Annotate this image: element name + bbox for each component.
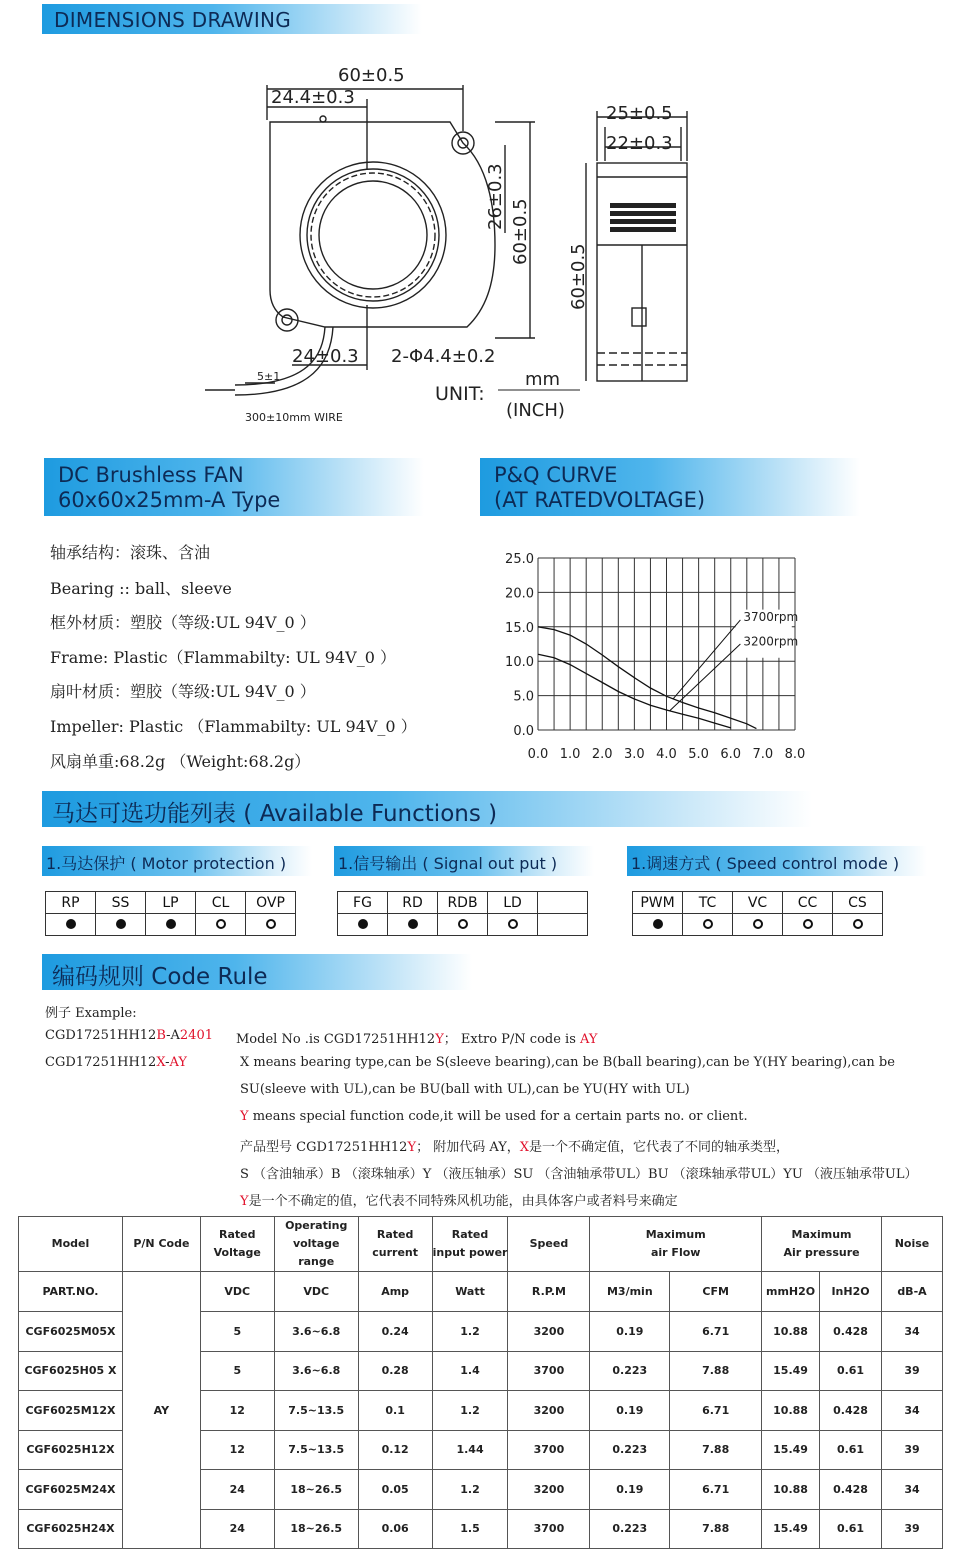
header-operating-range xyxy=(274,1217,358,1272)
func-code-vc: VC xyxy=(733,892,783,914)
x-meaning-line-1: X means bearing type,can be S(sleeve bearing),can be B(ball bearing),can be Y(HY bearing),can be xyxy=(240,1055,895,1070)
cn-special-text: 是一个不确定的值，它代表不同特殊风机功能，由具体客户或者料号来确定 xyxy=(248,1194,678,1209)
x-tick-label: 8.0 xyxy=(784,747,806,762)
filled-dot-icon xyxy=(166,919,176,929)
header-rated-power xyxy=(432,1217,508,1272)
unit-cell: Watt xyxy=(432,1272,508,1312)
table-cell: 0.19 xyxy=(590,1470,670,1510)
dimensions-title: DIMENSIONS DRAWING xyxy=(54,8,292,32)
table-cell: 0.05 xyxy=(358,1470,432,1510)
table-cell: 0.24 xyxy=(358,1312,432,1352)
y-tick-label: 0.0 xyxy=(513,724,534,739)
x-tick-label: 3.0 xyxy=(624,747,645,762)
dim-inner-height-label: 26±0.3 xyxy=(485,163,506,230)
cn-special-symbol: Y xyxy=(240,1194,249,1209)
spec-weight: 风扇单重:68.2g （Weight:68.2g） xyxy=(50,752,311,771)
table-cell: 10.88 xyxy=(762,1312,820,1352)
table-cell: 7.88 xyxy=(670,1509,762,1549)
table-cell: 1.4 xyxy=(432,1351,508,1391)
dim-offset-top-label: 24.4±0.3 xyxy=(271,87,355,108)
table-cell: CGF6025M05X xyxy=(19,1312,123,1352)
model-line-y: Y xyxy=(435,1032,444,1047)
filled-dot-icon xyxy=(358,919,368,929)
header-rated-current xyxy=(358,1217,432,1272)
cn-line-x: X xyxy=(519,1140,530,1155)
table-cell: 0.223 xyxy=(590,1351,670,1391)
func-empty-cell xyxy=(538,892,588,914)
table-cell: 3700 xyxy=(508,1509,590,1549)
spec-impeller-cn: 扇叶材质：塑胶（等级:UL 94V_0 ） xyxy=(50,682,316,701)
table-cell: 0.223 xyxy=(590,1430,670,1470)
example-1-suffix: 2401 xyxy=(179,1028,213,1043)
code-rule-banner xyxy=(42,954,472,990)
header-rated-current-l1: Rated xyxy=(376,1228,414,1241)
side-inner-label: 22±0.3 xyxy=(606,133,673,154)
header-model: Model xyxy=(19,1217,123,1272)
dim-offset-bottom-label: 24±0.3 xyxy=(292,346,359,367)
y-tick-label: 20.0 xyxy=(505,586,534,602)
table-cell: 34 xyxy=(881,1312,942,1352)
table-cell: 1.2 xyxy=(432,1391,508,1431)
model-number-line xyxy=(236,1028,597,1047)
header-noise: Noise xyxy=(881,1217,942,1272)
open-dot-icon xyxy=(216,919,226,929)
unit-cell: R.P.M xyxy=(508,1272,590,1312)
table-cell: 0.428 xyxy=(820,1391,882,1431)
pq-banner xyxy=(480,458,860,516)
table-cell: 0.1 xyxy=(358,1391,432,1431)
series-label: 3200rpm xyxy=(743,634,799,649)
side-depth-label: 25±0.5 xyxy=(606,103,673,124)
table-cell: 0.06 xyxy=(358,1509,432,1549)
header-rated-voltage-l1: Rated xyxy=(219,1228,256,1241)
example-1-bearing: B xyxy=(156,1028,167,1043)
x-tick-label: 6.0 xyxy=(720,747,742,762)
table-cell: 34 xyxy=(881,1470,942,1510)
table-cell: 1.2 xyxy=(432,1470,508,1510)
table-cell: 15.49 xyxy=(762,1351,820,1391)
product-title-line1: DC Brushless FAN xyxy=(58,463,244,487)
signal-output-table xyxy=(337,891,588,936)
func-code-ss: SS xyxy=(96,892,146,914)
table-cell: 39 xyxy=(881,1509,942,1549)
dim-wire-label: 300±10mm WIRE xyxy=(245,411,343,424)
func-code-cs: CS xyxy=(833,892,883,914)
model-line-base: Model No .is CGD17251HH12 xyxy=(236,1032,436,1047)
table-cell: 0.428 xyxy=(820,1470,882,1510)
cn-line-mid: ； 附加代码 AY， xyxy=(416,1140,520,1155)
spec-frame-en: Frame: Plastic（Flammabilty: UL 94V_0 ） xyxy=(50,648,396,667)
table-cell: 39 xyxy=(881,1351,942,1391)
cn-line-y: Y xyxy=(407,1140,417,1155)
table-cell: 1.5 xyxy=(432,1509,508,1549)
product-banner xyxy=(44,458,424,516)
spec-bearing-cn: 轴承结构：滚珠、含油 xyxy=(50,543,211,562)
motor-protection-banner xyxy=(42,846,312,876)
speed-control-table xyxy=(632,891,883,936)
unit-mm: mm xyxy=(525,369,561,390)
table-cell: 1.2 xyxy=(432,1312,508,1352)
spec-table xyxy=(18,1216,943,1549)
code-rule-title: 编码规则 Code Rule xyxy=(52,964,268,990)
cn-special-function-line xyxy=(240,1190,678,1209)
example-1-base: CGD17251HH12 xyxy=(45,1028,157,1043)
unit-part-no: PART.NO. xyxy=(19,1272,123,1312)
table-cell: 18~26.5 xyxy=(274,1470,358,1510)
table-cell: 24 xyxy=(200,1509,274,1549)
header-rated-power-l1: Rated xyxy=(451,1228,489,1241)
y-meaning-text: means special function code,it will be used for a certain parts no. or client. xyxy=(248,1109,748,1124)
func-code-cl: CL xyxy=(196,892,246,914)
table-cell: 0.19 xyxy=(590,1391,670,1431)
dimensions-banner xyxy=(42,4,422,34)
table-cell: 15.49 xyxy=(762,1430,820,1470)
table-cell: 5 xyxy=(200,1351,274,1391)
table-header-row xyxy=(19,1217,943,1272)
table-cell: 3200 xyxy=(508,1312,590,1352)
motor-protection-title: 1.马达保护 ( Motor protection ) xyxy=(46,854,287,873)
unit-cell: CFM xyxy=(670,1272,762,1312)
header-speed: Speed xyxy=(508,1217,590,1272)
table-cell: CGF6025M24X xyxy=(19,1470,123,1510)
pq-title-line1: P&Q CURVE xyxy=(494,463,618,487)
open-dot-icon xyxy=(458,919,468,929)
side-height-label: 60±0.5 xyxy=(568,243,589,310)
table-cell: 15.49 xyxy=(762,1509,820,1549)
pq-chart xyxy=(490,545,820,770)
unit-cell: mmH2O xyxy=(762,1272,820,1312)
table-cell: 6.71 xyxy=(670,1391,762,1431)
header-air-pressure-l1: Maximum xyxy=(791,1228,852,1241)
table-cell: 7.5~13.5 xyxy=(274,1430,358,1470)
unit-cell: VDC xyxy=(274,1272,358,1312)
header-air-pressure-l2: Air pressure xyxy=(783,1246,860,1259)
table-cell: 0.12 xyxy=(358,1430,432,1470)
cn-bearing-types-line: S （含油轴承）B （滚珠轴承）Y （液压轴承）SU （含油轴承带UL）BU （滚珠轴承带UL）YU （液压轴承带UL） xyxy=(240,1167,918,1182)
open-dot-icon xyxy=(703,919,713,929)
header-rated-voltage-l2: Voltage xyxy=(213,1246,261,1259)
dim-height-label: 60±0.5 xyxy=(510,198,531,265)
func-empty-cell xyxy=(538,914,588,936)
side-view-drawing xyxy=(560,95,700,395)
x-tick-label: 4.0 xyxy=(656,747,677,762)
example-1-sep: -A xyxy=(166,1028,180,1043)
header-rated-current-l2: current xyxy=(372,1246,419,1259)
cn-line-end: 是一个不确定值，它代表了不同的轴承类型， xyxy=(529,1140,790,1155)
table-cell: 3700 xyxy=(508,1351,590,1391)
header-rated-voltage xyxy=(200,1217,274,1272)
unit-cell: InH2O xyxy=(820,1272,882,1312)
header-operating-range-l1: Operating xyxy=(285,1219,348,1232)
example-2-suffix: AY xyxy=(169,1055,187,1070)
open-dot-icon xyxy=(266,919,276,929)
x-tick-label: 5.0 xyxy=(688,747,709,762)
header-air-pressure xyxy=(762,1217,882,1272)
spec-frame-cn: 框外材质：塑胶（等级:UL 94V_0 ） xyxy=(50,613,316,632)
x-meaning-line-2: SU(sleeve with UL),can be BU(ball with UL),can be YU(HY with UL) xyxy=(240,1082,690,1097)
series-line-3700rpm xyxy=(538,627,756,729)
filled-dot-icon xyxy=(653,919,663,929)
y-tick-label: 25.0 xyxy=(505,552,534,567)
header-rated-power-l2: input power xyxy=(432,1246,508,1259)
y-tick-label: 10.0 xyxy=(505,655,534,671)
unit-cell: dB-A xyxy=(881,1272,942,1312)
func-code-rd: RD xyxy=(388,892,438,914)
signal-output-banner xyxy=(334,846,594,876)
unit-cell: M3/min xyxy=(590,1272,670,1312)
table-cell: 1.44 xyxy=(432,1430,508,1470)
table-cell: 3700 xyxy=(508,1430,590,1470)
func-code-ld: LD xyxy=(488,892,538,914)
header-pn-code: P/N Code xyxy=(122,1217,200,1272)
header-air-flow-l2: air Flow xyxy=(650,1246,701,1259)
table-cell: 12 xyxy=(200,1430,274,1470)
dim-holes-label: 2-Φ4.4±0.2 xyxy=(391,346,496,367)
table-cell: 7.88 xyxy=(670,1430,762,1470)
series-label: 3700rpm xyxy=(743,610,799,625)
table-cell: 3.6~6.8 xyxy=(274,1312,358,1352)
table-cell: 0.428 xyxy=(820,1312,882,1352)
pn-code-cell: AY xyxy=(122,1272,200,1549)
table-cell: 24 xyxy=(200,1470,274,1510)
open-dot-icon xyxy=(853,919,863,929)
table-cell: 34 xyxy=(881,1391,942,1431)
filled-dot-icon xyxy=(408,919,418,929)
table-cell: 0.19 xyxy=(590,1312,670,1352)
unit-inch: (INCH) xyxy=(506,400,565,421)
spec-impeller-en: Impeller: Plastic （Flammabilty: UL 94V_0 ） xyxy=(50,717,417,736)
open-dot-icon xyxy=(753,919,763,929)
motor-protection-table xyxy=(45,891,296,936)
functions-title: 马达可选功能列表 ( Available Functions ) xyxy=(52,801,498,827)
func-code-pwm: PWM xyxy=(633,892,683,914)
y-meaning-symbol: Y xyxy=(240,1109,249,1124)
signal-output-title: 1.信号输出 ( Signal out put ) xyxy=(338,854,558,873)
table-cell: 3200 xyxy=(508,1470,590,1510)
filled-dot-icon xyxy=(66,919,76,929)
product-title-line2: 60x60x25mm-A Type xyxy=(58,488,281,512)
table-cell: 7.88 xyxy=(670,1351,762,1391)
filled-dot-icon xyxy=(116,919,126,929)
open-dot-icon xyxy=(508,919,518,929)
dimensions-drawing xyxy=(195,55,615,430)
func-code-fg: FG xyxy=(338,892,388,914)
table-cell: CGF6025M12X xyxy=(19,1391,123,1431)
example-2-bearing: X xyxy=(156,1055,166,1070)
open-dot-icon xyxy=(803,919,813,929)
unit-cell: Amp xyxy=(358,1272,432,1312)
table-cell: CGF6025H24X xyxy=(19,1509,123,1549)
example-2-sep: - xyxy=(165,1055,170,1070)
x-tick-label: 0.0 xyxy=(527,747,549,762)
y-tick-label: 5.0 xyxy=(513,689,534,705)
table-cell: 0.61 xyxy=(820,1351,882,1391)
unit-cell: VDC xyxy=(200,1272,274,1312)
table-cell: 0.223 xyxy=(590,1509,670,1549)
table-cell: 7.5~13.5 xyxy=(274,1391,358,1431)
header-operating-range-l2: voltage range xyxy=(292,1237,340,1268)
x-tick-label: 1.0 xyxy=(559,747,581,762)
table-cell: 0.28 xyxy=(358,1351,432,1391)
table-cell: 3200 xyxy=(508,1391,590,1431)
table-cell: 18~26.5 xyxy=(274,1509,358,1549)
table-cell: 10.88 xyxy=(762,1391,820,1431)
example-label: 例子 Example: xyxy=(45,1006,137,1021)
table-cell: 12 xyxy=(200,1391,274,1431)
func-code-ovp: OVP xyxy=(246,892,296,914)
x-tick-label: 7.0 xyxy=(752,747,774,762)
example-2-base: CGD17251HH12 xyxy=(45,1055,157,1070)
speed-control-banner xyxy=(627,846,927,876)
table-cell: 10.88 xyxy=(762,1470,820,1510)
table-cell: 39 xyxy=(881,1430,942,1470)
table-cell: CGF6025H12X xyxy=(19,1430,123,1470)
func-code-tc: TC xyxy=(683,892,733,914)
example-code-2 xyxy=(45,1055,187,1070)
unit-label: UNIT: xyxy=(435,383,485,405)
functions-banner xyxy=(42,791,812,827)
cn-model-line xyxy=(240,1136,789,1155)
table-cell: 3.6~6.8 xyxy=(274,1351,358,1391)
header-air-flow-l1: Maximum xyxy=(645,1228,706,1241)
pq-title-line2: (AT RATEDVOLTAGE) xyxy=(494,488,706,512)
model-line-ay: AY xyxy=(580,1032,598,1047)
example-code-1 xyxy=(45,1028,213,1043)
dim-wire-strip-label: 5±1 xyxy=(257,370,281,383)
speed-control-title: 1.调速方式 ( Speed control mode ) xyxy=(631,854,900,873)
series-leader-line xyxy=(670,644,741,711)
table-cell: 6.71 xyxy=(670,1312,762,1352)
dim-width-label: 60±0.5 xyxy=(338,65,405,86)
y-tick-label: 15.0 xyxy=(505,620,534,636)
func-code-cc: CC xyxy=(783,892,833,914)
func-code-rdb: RDB xyxy=(438,892,488,914)
table-unit-row xyxy=(19,1272,943,1312)
table-cell: 0.61 xyxy=(820,1430,882,1470)
model-line-mid: ； Extro P/N code is xyxy=(443,1032,580,1047)
cn-line-base: 产品型号 CGD17251HH12 xyxy=(240,1140,408,1155)
table-cell: 0.61 xyxy=(820,1509,882,1549)
spec-bearing-en: Bearing :: ball、sleeve xyxy=(50,579,232,598)
table-cell: CGF6025H05 X xyxy=(19,1351,123,1391)
func-code-lp: LP xyxy=(146,892,196,914)
y-meaning-line xyxy=(240,1109,748,1124)
table-cell: 6.71 xyxy=(670,1470,762,1510)
func-code-rp: RP xyxy=(46,892,96,914)
x-tick-label: 2.0 xyxy=(591,747,613,762)
table-cell: 5 xyxy=(200,1312,274,1352)
header-air-flow xyxy=(590,1217,762,1272)
